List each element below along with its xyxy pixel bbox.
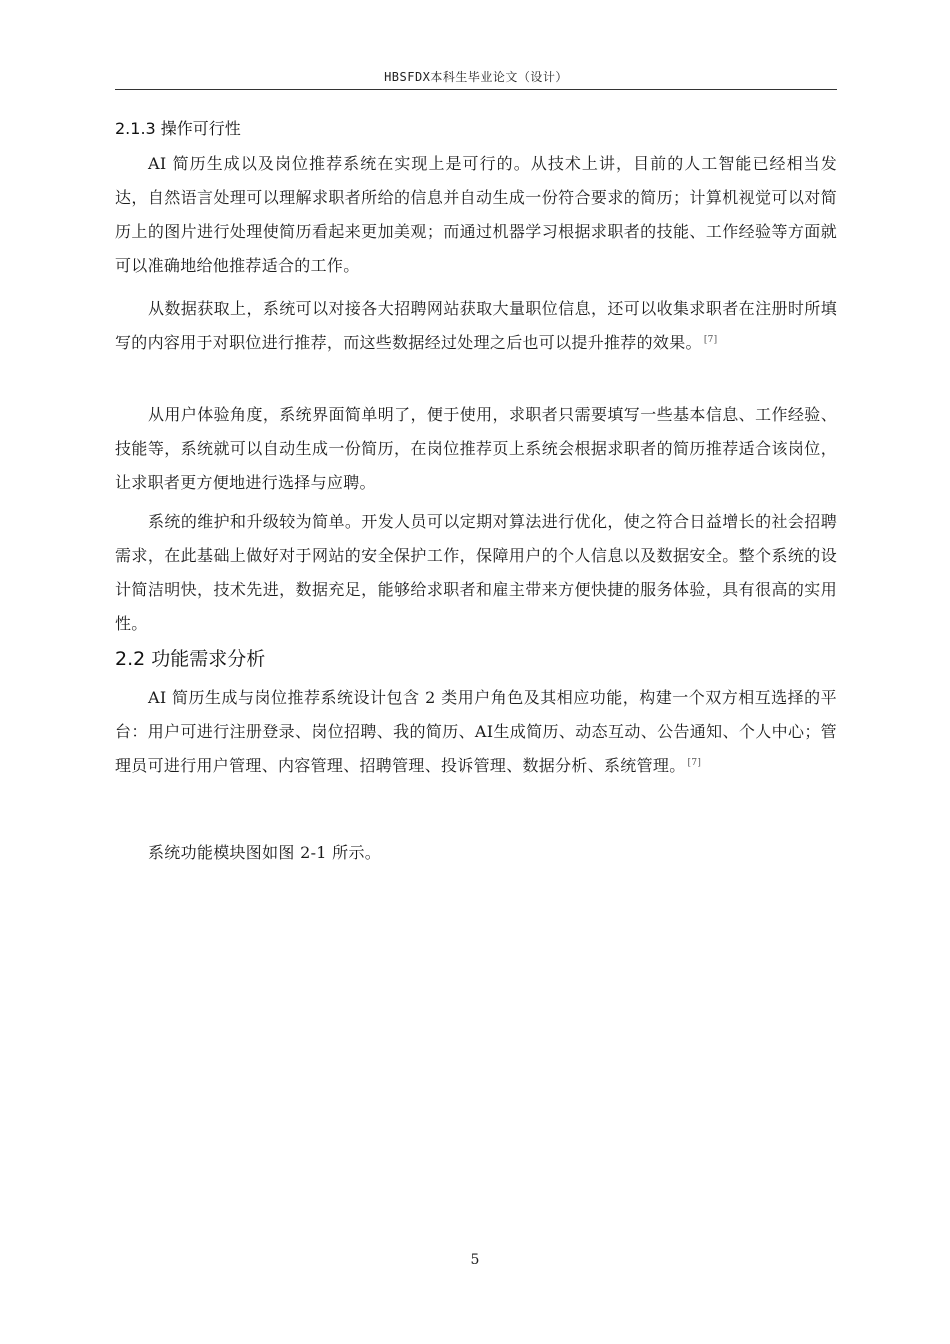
paragraph-user-experience: 从用户体验角度，系统界面简单明了，便于使用，求职者只需要填写一些基本信息、工作经验、技能等，系统就可以自动生成一份简历，在岗位推荐页上系统会根据求职者的简历推荐适合该岗位，让求职者更方便地进行选择与应聘。	[115, 405, 837, 492]
page-header-title: HBSFDX本科生毕业论文（设计）	[384, 70, 568, 84]
section-heading-2-2: 2.2 功能需求分析	[115, 648, 266, 670]
paragraph-functional-requirements: AI 简历生成与岗位推荐系统设计包含 2 类用户角色及其相应功能，构建一个双方相互选择的平台：用户可进行注册登录、岗位招聘、我的简历、AI生成简历、动态互动、公告通知、个人中心；管理员可进行用户管理、内容管理、招聘管理、投诉管理、数据分析、系统管理。 [7]	[115, 688, 837, 775]
citation-ref: [7]	[703, 334, 718, 345]
paragraph-technical-feasibility: AI 简历生成以及岗位推荐系统在实现上是可行的。从技术上讲，目前的人工智能已经相当发达，自然语言处理可以理解求职者所给的信息并自动生成一份符合要求的简历；计算机视觉可以对简历上的图片进行处理使简历看起来更加美观；而通过机器学习根据求职者的技能、工作经验等方面就可以准确地给他推荐适合的工作。	[115, 154, 837, 275]
paragraph-figure-reference: 系统功能模块图如图 2-1 所示。	[148, 843, 382, 862]
paragraph-data-feasibility: 从数据获取上，系统可以对接各大招聘网站获取大量职位信息，还可以收集求职者在注册时所填写的内容用于对职位进行推荐，而这些数据经过处理之后也可以提升推荐的效果。 [7]	[115, 299, 837, 352]
page-number: 5	[470, 1252, 480, 1268]
paragraph-maintenance: 系统的维护和升级较为简单。开发人员可以定期对算法进行优化，使之符合日益增长的社会招聘需求，在此基础上做好对于网站的安全保护工作，保障用户的个人信息以及数据安全。整个系统的设计简洁明快，技术先进，数据充足，能够给求职者和雇主带来方便快捷的服务体验，具有很高的实用性。	[115, 512, 837, 633]
section-heading-2-1-3: 2.1.3 操作可行性	[115, 119, 241, 138]
header-divider	[115, 89, 837, 90]
citation-ref: [7]	[687, 757, 702, 768]
